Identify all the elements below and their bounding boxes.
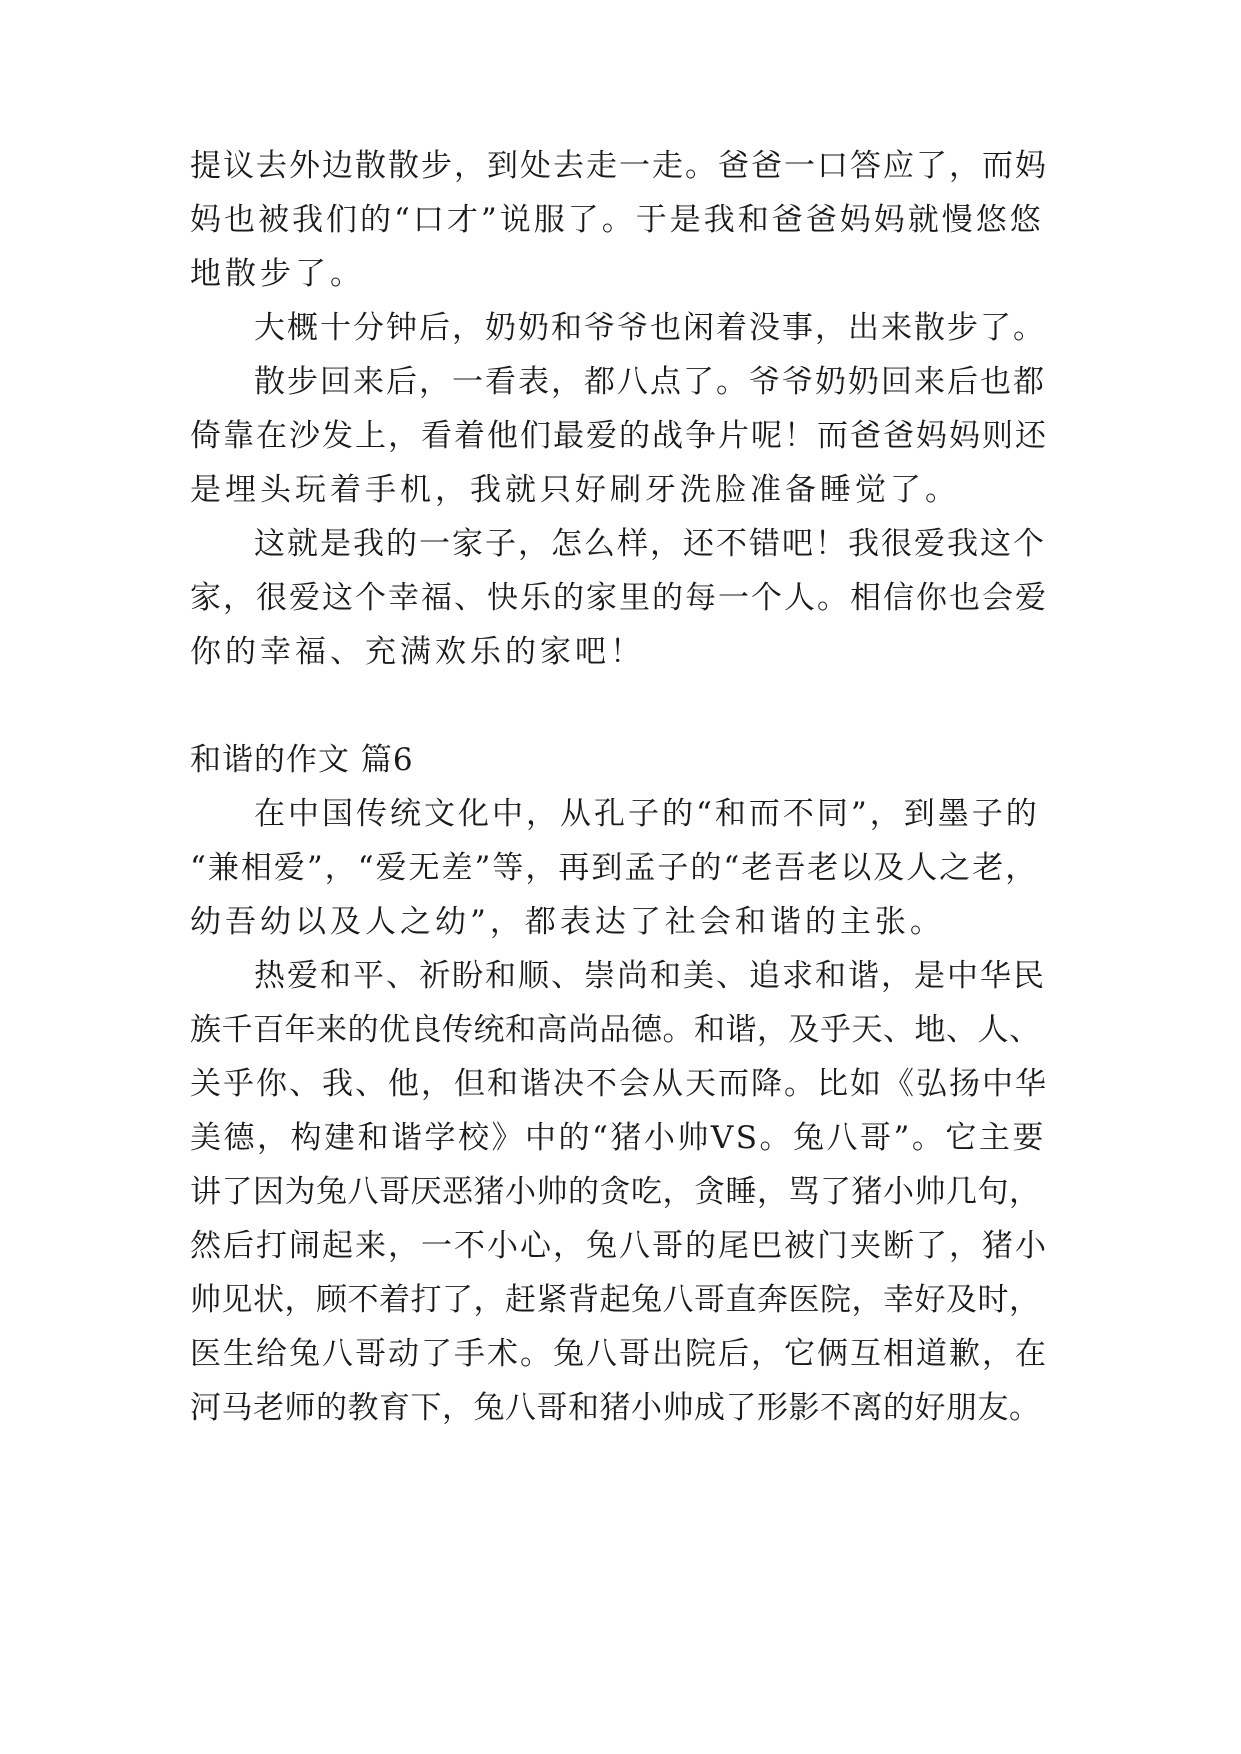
text-line: “兼相爱”，“爱无差”等，再到孟子的“老吾老以及人之老， xyxy=(190,850,1039,886)
text-line: 讲了因为兔八哥厌恶猪小帅的贪吃，贪睡，骂了猪小帅几句， xyxy=(190,1174,1041,1210)
section-heading: 和谐的作文 篇6 xyxy=(190,742,414,778)
text-line: 然后打闹起来，一不小心，兔八哥的尾巴被门夹断了，猪小 xyxy=(190,1228,1048,1264)
text-line: 散步回来后，一看表，都八点了。爷爷奶奶回来后也都 xyxy=(254,364,1046,400)
text-line: 提议去外边散散步，到处去走一走。爸爸一口答应了，而妈 xyxy=(190,148,1048,184)
text-line: 这就是我的一家子，怎么样，还不错吧！我很爱我这个 xyxy=(254,526,1046,562)
text-line: 倚靠在沙发上，看着他们最爱的战争片呢！而爸爸妈妈则还 xyxy=(190,418,1048,454)
text-line: 热爱和平、祈盼和顺、崇尚和美、追求和谐，是中华民 xyxy=(254,958,1046,994)
text-line: 在中国传统文化中，从孔子的“和而不同”，到墨子的 xyxy=(254,796,1040,832)
text-line: 大概十分钟后，奶奶和爷爷也闲着没事，出来散步了。 xyxy=(254,310,1046,346)
text-line: 家，很爱这个幸福、快乐的家里的每一个人。相信你也会爱 xyxy=(190,580,1048,616)
text-line: 医生给兔八哥动了手术。兔八哥出院后，它俩互相道歉，在 xyxy=(190,1336,1048,1372)
text-line: 关乎你、我、他，但和谐决不会从天而降。比如《弘扬中华 xyxy=(190,1066,1048,1102)
text-line: 美德，构建和谐学校》中的“猪小帅VS。兔八哥”。它主要 xyxy=(190,1120,1046,1156)
text-line: 地散步了。 xyxy=(190,256,365,292)
text-line: 你的幸福、充满欢乐的家吧！ xyxy=(190,634,645,670)
text-line: 幼吾幼以及人之幼”，都表达了社会和谐的主张。 xyxy=(190,904,945,940)
text-line: 族千百年来的优良传统和高尚品德。和谐，及乎天、地、人、 xyxy=(190,1012,1041,1048)
text-line: 是埋头玩着手机，我就只好刷牙洗脸准备睡觉了。 xyxy=(190,472,960,508)
text-line: 帅见状，顾不着打了，赶紧背起兔八哥直奔医院，幸好及时， xyxy=(190,1282,1041,1318)
text-line: 河马老师的教育下，兔八哥和猪小帅成了形影不离的好朋友。 xyxy=(190,1390,1041,1426)
text-line: 妈也被我们的“口才”说服了。于是我和爸爸妈妈就慢悠悠 xyxy=(190,202,1044,238)
